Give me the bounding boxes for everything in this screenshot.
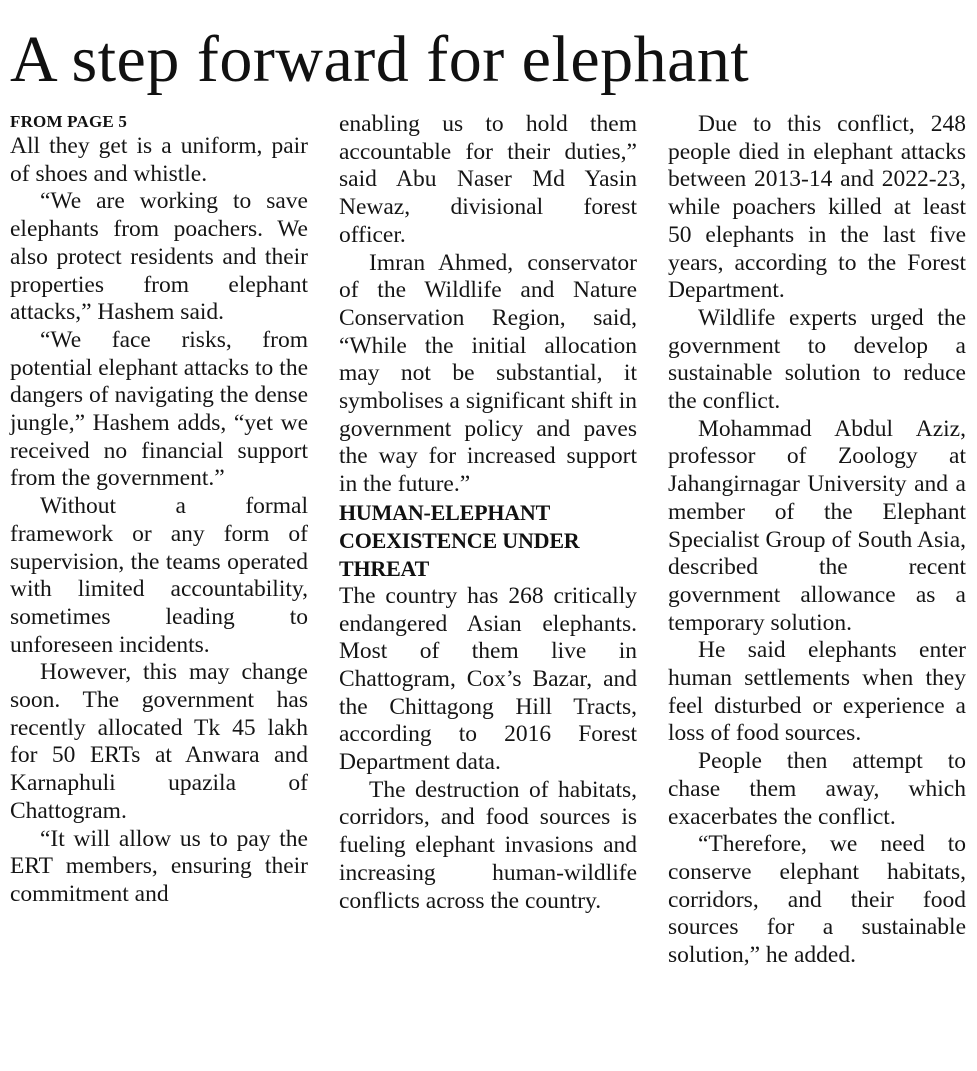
paragraph: “We are working to save elephants from poachers. We also protect residents and their properties from elephant attacks,” Hashem said. [10,188,308,326]
section-subhead: HUMAN-ELEPHANT COEXISTENCE UNDER THREAT [339,499,580,581]
paragraph: Wildlife experts urged the government to develop a sustainable solution to reduce the conflict. [668,304,966,415]
paragraph: “Therefore, we need to conserve elephant habitats, corridors, and their food sources for a sustainable solution,” he added. [668,831,966,969]
article-column-2 [339,111,637,915]
paragraph: Mohammad Abdul Aziz, professor of Zoology at Jahangirnagar University and a member of the Elephant Specialist Group of South Asia, described the recent government allowance as a temporary solution. [668,415,966,636]
paragraph: All they get is a uniform, pair of shoes and whistle. [10,133,308,187]
paragraph: Without a formal framework or any form of supervision, the teams operated with limited accountability, sometimes leading to unforeseen incidents. [10,493,308,658]
article-column-3 [668,111,966,970]
paragraph: However, this may change soon. The government has recently allocated Tk 45 lakh for 50 ERTs at Anwara and Karnaphuli upazila of Chattogram. [10,659,308,824]
paragraph: The destruction of habitats, corridors, and food sources is fueling elephant invasions and increasing human-wildlife conflicts across the country. [339,776,637,914]
paragraph: “We face risks, from potential elephant attacks to the dangers of navigating the dense jungle,” Hashem adds, “yet we received no financial support from the government.” [10,326,308,492]
paragraph: “It will allow us to pay the ERT members, ensuring their commitment and [10,825,308,907]
paragraph: People then attempt to chase them away, which exacerbates the conflict. [668,748,966,830]
continuation-label: FROM PAGE 5 [10,112,128,131]
paragraph: The country has 268 critically endangered Asian elephants. Most of them live in Chattogram, Cox’s Bazar, and the Chittagong Hill Tracts, according to 2016 Forest Department data. [339,582,637,776]
paragraph: He said elephants enter human settlements when they feel disturbed or experience a loss of food sources. [668,637,966,747]
paragraph: Due to this conflict, 248 people died in elephant attacks between 2013-14 and 2022-23, while poachers killed at least 50 elephants in the last five years, according to the Forest Department. [668,111,966,304]
paragraph: Imran Ahmed, conservator of the Wildlife and Nature Conservation Region, said, “While the initial allocation may not be substantial, it symbolises a significant shift in government policy and paves the way for increased support in the future.” [339,249,637,498]
paragraph-continued: enabling us to hold them accountable for their duties,” said Abu Naser Md Yasin Newaz, divisional forest officer. [339,111,637,248]
headline: A step forward for elephant [10,23,750,96]
article-column-1 [10,111,308,909]
